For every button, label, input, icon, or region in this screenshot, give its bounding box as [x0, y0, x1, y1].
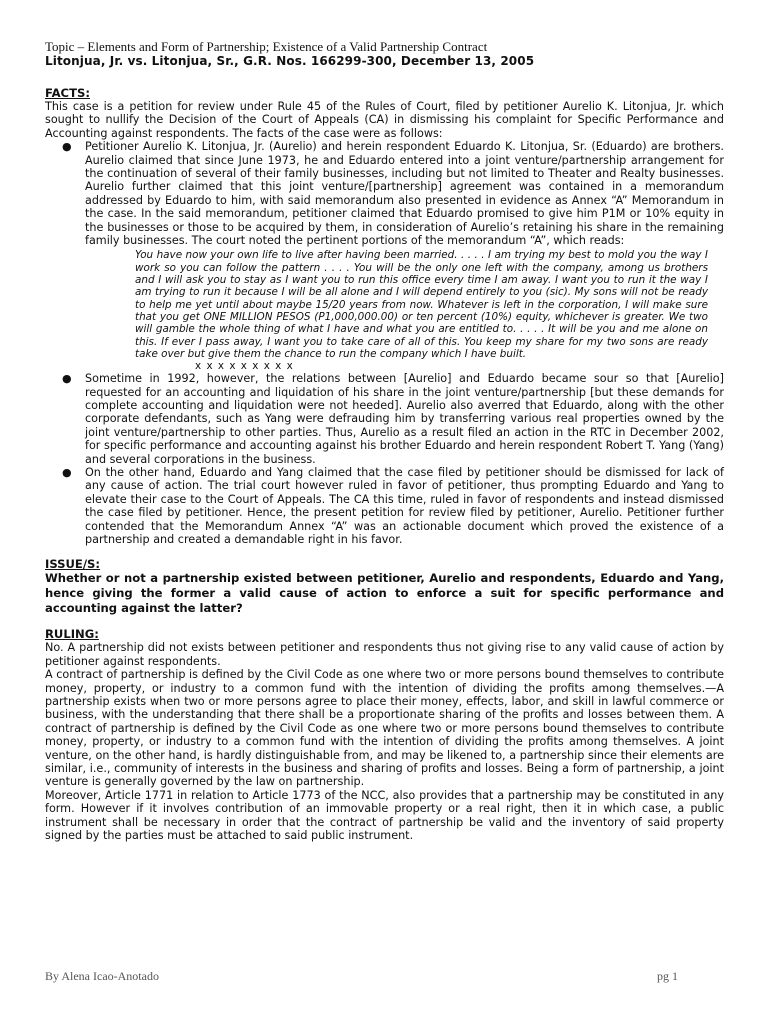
- memorandum-quote: You have now your own life to live after having been married. . . . . I am trying my best to mold you the way I work so you can follow the pattern . . . . You will be the only one left with the company, among us brothers and I will ask you to stay as I want you to run this office every time I am away. I want you to run it the way I am trying to run it because I will be all alone and I will depend entirely to you (sic). My sons will not be ready to help me yet until about maybe 15/20 years from now. Whatever is left in the corporation, I will make sure that you get ONE MILLION PESOS (P1,000,000.00) or ten percent (10%) equity, whichever is greater. We two will gamble the whole thing of what I have and what you are entitled to. . . . . It will be you and me alone on this. If ever I pass away, I want you to take care of all of this. You keep my share for my two sons are ready take over but give them the chance to run the company which I have built.: [135, 249, 708, 360]
- ruling-heading: RULING:: [45, 627, 99, 642]
- footer-author: By Alena Icao-Anotado: [45, 969, 159, 983]
- facts-bullet-list: [45, 140, 724, 546]
- bullet-icon: ●: [62, 140, 72, 154]
- case-citation: Litonjua, Jr. vs. Litonjua, Sr., G.R. Nos. 166299-300, December 13, 2005: [45, 54, 535, 68]
- facts-intro: This case is a petition for review under Rule 45 of the Rules of Court, filed by petitioner Aurelio K. Litonjua, Jr. which sought to nullify the Decision of the Court of Appeals (CA) in dismissing his complaint for Specific Performance and Accounting against respondents. The facts of the case were as follows:: [45, 100, 724, 140]
- bullet-icon: ●: [62, 372, 72, 386]
- ruling-paragraph: No. A partnership did not exists between petitioner and respondents thus not giving rise to any valid cause of action by petitioner against respondents.: [45, 641, 724, 668]
- list-item: [45, 140, 724, 372]
- page-footer: [45, 969, 678, 984]
- list-item: [45, 466, 724, 546]
- issue-question: Whether or not a partnership existed between petitioner, Aurelio and respondents, Eduardo and Yang, hence giving the former a valid cause of action to enforce a suit for specific performance and accounting against the latter?: [45, 571, 724, 616]
- memo-ellipsis: x x x x x x x x x: [195, 360, 294, 373]
- list-item: [45, 372, 724, 466]
- ruling-paragraph: A contract of partnership is defined by the Civil Code as one where two or more persons bound themselves to contribute money, property, or industry to a common fund with the intention of dividing the profits among themselves.—A partnership exists when two or more persons agree to place their money, effects, labor, and skill in lawful commerce or business, with the understanding that there shall be a proportionate sharing of the profits and losses between them. A contract of partnership is defined by the Civil Code as one where two or more persons bound themselves to contribute money, property, or industry to a common fund with the intention of dividing the profits among themselves. A joint venture, on the other hand, is hardly distinguishable from, and may be likened to, a partnership since their elements are similar, i.e., community of interests in the business and sharing of profits and losses. Being a form of partnership, a joint venture is generally governed by the law on partnership.: [45, 668, 724, 789]
- page-number: pg 1: [657, 969, 678, 983]
- bullet-text: Sometime in 1992, however, the relations between [Aurelio] and Eduardo became sour so that [Aurelio] requested for an accounting and liquidation of his share in the joint venture/partnership [but these demands for complete accounting and liquidation were not heeded]. Aurelio also averred that Eduardo, along with the other corporate defendants, such as Yang were defrauding him by transferring various real properties owned by the joint venture/partnership to other parties. Thus, Aurelio as a result filed an action in the RTC in December 2002, for specific performance and accounting against his brother Eduardo and herein respondent Robert T. Yang (Yang) and several corporations in the business.: [85, 372, 724, 466]
- issue-heading: ISSUE/S:: [45, 557, 101, 572]
- bullet-text: On the other hand, Eduardo and Yang claimed that the case filed by petitioner should be dismissed for lack of any cause of action. The trial court however ruled in favor of petitioner, thus prompting Eduardo and Yang to elevate their case to the Court of Appeals. The CA this time, ruled in favor of respondents and instead dismissed the case filed by petitioner. Hence, the present petition for review filed by petitioner, Aurelio. Petitioner further contended that the Memorandum Annex “A” was an actionable document which proved the existence of a partnership and created a demandable right in his favor.: [85, 465, 724, 547]
- bullet-text: Petitioner Aurelio K. Litonjua, Jr. (Aurelio) and herein respondent Eduardo K. Litonjua, Sr. (Eduardo) are brothers. Aurelio claimed that since June 1973, he and Eduardo entered into a joint venture/partnership arrangement for the continuation of several of their family businesses, including but not limited to Theater and Realty businesses. Aurelio further claimed that this joint venture/[partnership] agreement was contained in a memorandum addressed by Eduardo to him, with said memorandum also presented in evidence as Annex “A” Memorandum in the case. In the said memorandum, petitioner claimed that Eduardo promised to give him P1M or 10% equity in the businesses or those to be acquired by them, in consideration of Aurelio’s retaining his share in the remaining family businesses. The court noted the pertinent portions of the memorandum “A”, which reads:: [85, 140, 724, 248]
- topic-line: Topic – Elements and Form of Partnership; Existence of a Valid Partnership Contract: [45, 39, 488, 54]
- facts-heading: FACTS:: [45, 86, 90, 100]
- bullet-icon: ●: [62, 465, 72, 479]
- ruling-paragraph: Moreover, Article 1771 in relation to Article 1773 of the NCC, also provides that a partnership may be constituted in any form. However if it involves contribution of an immovable property or a real right, then it in which case, a public instrument shall be necessary in order that the contract of partnership be valid and the inventory of said property signed by the parties must be attached to said public instrument.: [45, 788, 724, 843]
